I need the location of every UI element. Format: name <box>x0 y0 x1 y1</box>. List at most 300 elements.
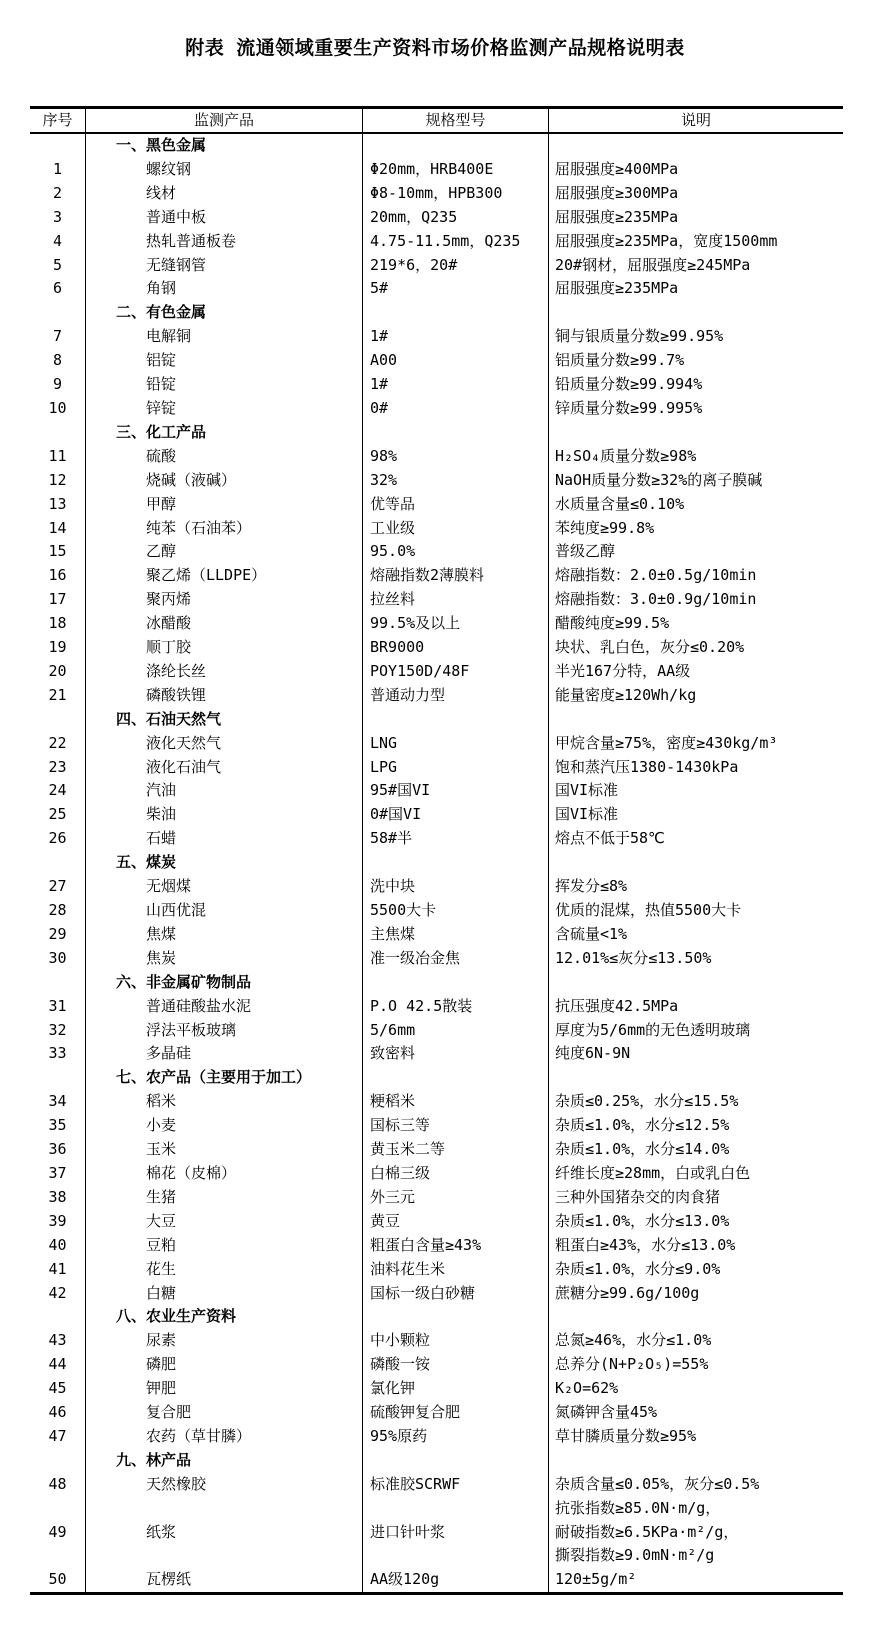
category-row <box>30 708 843 732</box>
description <box>548 851 843 875</box>
description-line: 草甘膦质量分数≥95% <box>555 1426 697 1445</box>
description <box>548 779 843 803</box>
spec-value: 219*6，20# <box>362 254 548 278</box>
description <box>548 1425 843 1449</box>
description <box>548 1305 843 1329</box>
spec-value: 中小颗粒 <box>362 1329 548 1353</box>
product-row <box>30 1353 843 1377</box>
table-body <box>30 134 843 1592</box>
description-line: 能量密度≥120Wh/kg <box>555 685 697 704</box>
category-row <box>30 134 843 158</box>
row-number: 23 <box>48 757 67 776</box>
spec-value: 磷酸一铵 <box>362 1353 548 1377</box>
description-line: 总养分(N+P₂O₅)=55% <box>555 1355 709 1374</box>
category-row <box>30 971 843 995</box>
row-number: 22 <box>48 733 67 752</box>
description <box>548 182 843 206</box>
spec-value: 国标一级白砂糖 <box>362 1282 548 1306</box>
product-name: 稻米 <box>85 1090 362 1114</box>
spec-value: 黄豆 <box>362 1210 548 1234</box>
spec-value: 粗蛋白含量≥43% <box>362 1234 548 1258</box>
spec-value: 1# <box>362 325 548 349</box>
description-line: 抗张指数≥85.0N·m/g， <box>555 1498 721 1517</box>
description-line: 杂质≤1.0%，水分≤14.0% <box>555 1140 730 1159</box>
description <box>548 1521 843 1569</box>
description <box>548 1282 843 1306</box>
spec-value <box>362 134 548 158</box>
product-name: 液化石油气 <box>85 756 362 780</box>
description-line: 半光167分特，AA级 <box>555 661 691 680</box>
spec-value: 工业级 <box>362 517 548 541</box>
description <box>548 1377 843 1401</box>
description <box>548 732 843 756</box>
product-name: 浮法平板玻璃 <box>85 1019 362 1043</box>
spec-value: 油料花生米 <box>362 1258 548 1282</box>
row-number: 21 <box>48 685 67 704</box>
product-row <box>30 254 843 278</box>
description <box>548 923 843 947</box>
spec-value: 主焦煤 <box>362 923 548 947</box>
spec-value: 1# <box>362 373 548 397</box>
description <box>548 421 843 445</box>
product-name: 磷酸铁锂 <box>85 684 362 708</box>
spec-value: Φ8-10mm，HPB300 <box>362 182 548 206</box>
description <box>548 469 843 493</box>
product-row <box>30 445 843 469</box>
product-row <box>30 827 843 851</box>
product-name: 花生 <box>85 1258 362 1282</box>
description-line: 蔗糖分≥99.6g/100g <box>555 1283 700 1302</box>
description-line: 三种外国猪杂交的肉食猪 <box>555 1187 721 1206</box>
row-number: 1 <box>52 159 63 178</box>
product-row <box>30 1425 843 1449</box>
description-line: 屈服强度≥400MPa <box>555 159 679 178</box>
description <box>548 301 843 325</box>
spec-value: Φ20mm，HRB400E <box>362 158 548 182</box>
row-number: 49 <box>48 1522 67 1541</box>
product-row <box>30 517 843 541</box>
product-row <box>30 947 843 971</box>
row-number: 45 <box>48 1379 67 1398</box>
product-name: 角钢 <box>85 277 362 301</box>
product-name: 大豆 <box>85 1210 362 1234</box>
header-desc: 说明 <box>548 109 843 132</box>
description-line: H₂SO₄质量分数≥98% <box>555 446 697 465</box>
product-name: 顺丁胶 <box>85 636 362 660</box>
spec-value: 致密料 <box>362 1042 548 1066</box>
description-line: 屈服强度≥235MPa <box>555 207 679 226</box>
product-name: 普通硅酸盐水泥 <box>85 995 362 1019</box>
description-line: 杂质≤0.25%，水分≤15.5% <box>555 1092 739 1111</box>
spec-value: 5/6mm <box>362 1019 548 1043</box>
description <box>548 1401 843 1425</box>
row-number: 50 <box>48 1570 67 1589</box>
row-number: 28 <box>48 901 67 919</box>
header-product: 监测产品 <box>85 109 362 132</box>
product-row <box>30 277 843 301</box>
category-label: 九、林产品 <box>85 1449 362 1473</box>
product-name: 豆粕 <box>85 1234 362 1258</box>
product-name: 柴油 <box>85 803 362 827</box>
product-name: 乙醇 <box>85 540 362 564</box>
spec-value: POY150D/48F <box>362 660 548 684</box>
product-row <box>30 1258 843 1282</box>
row-number: 11 <box>48 446 67 465</box>
description <box>548 134 843 158</box>
description <box>548 397 843 421</box>
product-name: 电解铜 <box>85 325 362 349</box>
header-spec: 规格型号 <box>362 109 548 132</box>
product-name: 玉米 <box>85 1138 362 1162</box>
row-number: 16 <box>48 566 67 585</box>
spec-value <box>362 1305 548 1329</box>
description-line: 屈服强度≥235MPa <box>555 279 679 298</box>
product-row <box>30 325 843 349</box>
description <box>548 827 843 851</box>
description <box>548 995 843 1019</box>
product-name: 螺纹钢 <box>85 158 362 182</box>
row-number: 31 <box>48 996 67 1015</box>
product-row <box>30 1162 843 1186</box>
product-name: 汽油 <box>85 779 362 803</box>
row-number: 24 <box>48 781 67 800</box>
row-number: 47 <box>48 1426 67 1445</box>
product-row <box>30 1090 843 1114</box>
product-name: 纸浆 <box>85 1521 362 1569</box>
spec-value: 标准胶SCRWF <box>362 1473 548 1521</box>
description <box>548 1162 843 1186</box>
description <box>548 588 843 612</box>
description-line: 杂质含量≤0.05%，灰分≤0.5% <box>555 1474 760 1493</box>
product-row <box>30 182 843 206</box>
row-number: 18 <box>48 614 67 633</box>
row-number: 42 <box>48 1283 67 1302</box>
spec-value: A00 <box>362 349 548 373</box>
category-row <box>30 301 843 325</box>
product-row <box>30 1210 843 1234</box>
description <box>548 684 843 708</box>
product-row <box>30 756 843 780</box>
product-name: 尿素 <box>85 1329 362 1353</box>
description <box>548 445 843 469</box>
description <box>548 899 843 923</box>
row-number: 2 <box>52 183 63 202</box>
row-number: 41 <box>48 1259 67 1278</box>
product-row <box>30 684 843 708</box>
description-line: 耐破指数≥6.5KPa·m²/g， <box>555 1522 739 1541</box>
row-number: 8 <box>52 351 63 370</box>
product-name: 硫酸 <box>85 445 362 469</box>
description <box>548 517 843 541</box>
description-line: 厚度为5/6mm的无色透明玻璃 <box>555 1020 751 1039</box>
category-row <box>30 851 843 875</box>
row-number: 5 <box>52 255 63 274</box>
spec-value: 准一级冶金焦 <box>362 947 548 971</box>
description <box>548 540 843 564</box>
product-row <box>30 899 843 923</box>
description-line: 水质量含量≤0.10% <box>555 494 685 513</box>
category-label: 六、非金属矿物制品 <box>85 971 362 995</box>
row-number: 9 <box>52 375 63 394</box>
description-line: 杂质≤1.0%，水分≤13.0% <box>555 1211 730 1230</box>
description <box>548 158 843 182</box>
description <box>548 564 843 588</box>
product-name: 铝锭 <box>85 349 362 373</box>
description <box>548 254 843 278</box>
product-name: 烧碱（液碱） <box>85 469 362 493</box>
product-row <box>30 1473 843 1521</box>
description-line: 普级乙醇 <box>555 542 616 561</box>
description-line: 块状、乳白色，灰分≤0.20% <box>555 638 745 657</box>
product-name: 液化天然气 <box>85 732 362 756</box>
header-seq-no: 序号 <box>42 111 73 129</box>
spec-value: 5# <box>362 277 548 301</box>
category-label: 四、石油天然气 <box>85 708 362 732</box>
category-label: 一、黑色金属 <box>85 134 362 158</box>
row-number: 12 <box>48 470 67 489</box>
row-number: 36 <box>48 1140 67 1159</box>
table-header-row <box>30 109 843 134</box>
product-row <box>30 1019 843 1043</box>
description <box>548 1473 843 1521</box>
category-label: 三、化工产品 <box>85 421 362 445</box>
row-number: 25 <box>48 805 67 824</box>
description <box>548 325 843 349</box>
row-number: 44 <box>48 1355 67 1374</box>
spec-value: 95.0% <box>362 540 548 564</box>
spec-value <box>362 1449 548 1473</box>
spec-value: P.O 42.5散装 <box>362 995 548 1019</box>
product-name: 山西优混 <box>85 899 362 923</box>
spec-value <box>362 851 548 875</box>
product-name: 白糖 <box>85 1282 362 1306</box>
description-line: 熔点不低于58℃ <box>555 829 665 848</box>
description-line: K₂O=62% <box>555 1379 619 1398</box>
spec-value: 黄玉米二等 <box>362 1138 548 1162</box>
description <box>548 277 843 301</box>
category-row <box>30 1066 843 1090</box>
category-label: 七、农产品（主要用于加工） <box>85 1066 362 1090</box>
description <box>548 1258 843 1282</box>
description-line: 苯纯度≥99.8% <box>555 518 655 537</box>
description-line: 挥发分≤8% <box>555 877 628 896</box>
product-name: 涤纶长丝 <box>85 660 362 684</box>
product-row <box>30 875 843 899</box>
product-name: 磷肥 <box>85 1353 362 1377</box>
row-number <box>30 301 85 325</box>
description-line: 熔融指数：3.0±0.9g/10min <box>555 590 757 609</box>
product-name: 生猪 <box>85 1186 362 1210</box>
description <box>548 1138 843 1162</box>
row-number: 30 <box>48 948 67 967</box>
row-number <box>30 1305 85 1329</box>
row-number <box>30 971 85 995</box>
description <box>548 947 843 971</box>
spec-value: 58#半 <box>362 827 548 851</box>
row-number: 27 <box>48 877 67 896</box>
product-row <box>30 158 843 182</box>
product-name: 钾肥 <box>85 1377 362 1401</box>
row-number: 32 <box>48 1020 67 1039</box>
product-row <box>30 1401 843 1425</box>
description-line: 铅质量分数≥99.994% <box>555 375 703 394</box>
row-number: 4 <box>52 231 63 250</box>
product-row <box>30 588 843 612</box>
description <box>548 756 843 780</box>
row-number: 39 <box>48 1211 67 1230</box>
row-number <box>30 134 85 158</box>
product-name: 锌锭 <box>85 397 362 421</box>
category-row <box>30 421 843 445</box>
product-row <box>30 373 843 397</box>
row-number: 37 <box>48 1163 67 1182</box>
description-line: 熔融指数：2.0±0.5g/10min <box>555 566 757 585</box>
product-row <box>30 803 843 827</box>
spec-value: 0#国VI <box>362 803 548 827</box>
description <box>548 1042 843 1066</box>
product-row <box>30 1234 843 1258</box>
product-row <box>30 1114 843 1138</box>
description-line: 国VI标准 <box>555 805 619 824</box>
row-number: 3 <box>52 207 63 226</box>
spec-value <box>362 1066 548 1090</box>
product-name: 无烟煤 <box>85 875 362 899</box>
product-row <box>30 469 843 493</box>
row-number: 38 <box>48 1187 67 1206</box>
description-line: 屈服强度≥235MPa，宽度1500mm <box>555 231 778 250</box>
description-line: 饱和蒸汽压1380-1430kPa <box>555 757 739 776</box>
description <box>548 1568 843 1592</box>
description <box>548 1353 843 1377</box>
product-name: 棉花（皮棉） <box>85 1162 362 1186</box>
product-row <box>30 1282 843 1306</box>
product-name: 多晶硅 <box>85 1042 362 1066</box>
description-line: 含硫量<1% <box>555 924 628 943</box>
description-line: 20#钢材，屈服强度≥245MPa <box>555 255 751 274</box>
description-line: 撕裂指数≥9.0mN·m²/g <box>555 1546 715 1565</box>
product-name: 铅锭 <box>85 373 362 397</box>
description-line: 纤维长度≥28mm，白或乳白色 <box>555 1163 751 1182</box>
description <box>548 493 843 517</box>
description-line: 12.01%≤灰分≤13.50% <box>555 948 712 967</box>
product-name: 冰醋酸 <box>85 612 362 636</box>
description <box>548 708 843 732</box>
row-number: 40 <box>48 1235 67 1254</box>
row-number: 43 <box>48 1331 67 1350</box>
spec-value <box>362 971 548 995</box>
product-row <box>30 995 843 1019</box>
description-line: 国VI标准 <box>555 781 619 800</box>
product-name: 农药（草甘膦） <box>85 1425 362 1449</box>
description-line: 醋酸纯度≥99.5% <box>555 614 670 633</box>
description <box>548 1066 843 1090</box>
description-line: 120±5g/m² <box>555 1570 637 1589</box>
description-line: 粗蛋白≥43%，水分≤13.0% <box>555 1235 736 1254</box>
spec-value: LNG <box>362 732 548 756</box>
description <box>548 1449 843 1473</box>
spec-value: 95#国VI <box>362 779 548 803</box>
spec-value: BR9000 <box>362 636 548 660</box>
product-row <box>30 1186 843 1210</box>
spec-value: 白棉三级 <box>362 1162 548 1186</box>
spec-value: 98% <box>362 445 548 469</box>
product-name: 聚丙烯 <box>85 588 362 612</box>
row-number <box>30 1066 85 1090</box>
product-row <box>30 660 843 684</box>
description <box>548 1210 843 1234</box>
description-line: 杂质≤1.0%，水分≤9.0% <box>555 1259 721 1278</box>
spec-value: 32% <box>362 469 548 493</box>
product-row <box>30 206 843 230</box>
spec-value: 国标三等 <box>362 1114 548 1138</box>
product-row <box>30 732 843 756</box>
row-number: 13 <box>48 494 67 513</box>
product-row <box>30 1329 843 1353</box>
product-name: 纯苯（石油苯） <box>85 517 362 541</box>
spec-value: AA级120g <box>362 1568 548 1592</box>
spec-value: 普通动力型 <box>362 684 548 708</box>
description <box>548 660 843 684</box>
row-number: 15 <box>48 542 67 561</box>
spec-value: 硫酸钾复合肥 <box>362 1401 548 1425</box>
product-name: 焦炭 <box>85 947 362 971</box>
product-row <box>30 1521 843 1569</box>
product-name: 瓦楞纸 <box>85 1568 362 1592</box>
spec-value <box>362 708 548 732</box>
row-number: 35 <box>48 1116 67 1135</box>
product-row <box>30 230 843 254</box>
description <box>548 373 843 397</box>
row-number: 7 <box>52 327 63 346</box>
description <box>548 971 843 995</box>
product-row <box>30 636 843 660</box>
description-line: 屈服强度≥300MPa <box>555 183 679 202</box>
description <box>548 1090 843 1114</box>
page-title: 附表 流通领域重要生产资料市场价格监测产品规格说明表 <box>185 37 685 59</box>
row-number: 10 <box>48 398 67 417</box>
category-label: 二、有色金属 <box>85 301 362 325</box>
product-name: 石蜡 <box>85 827 362 851</box>
product-name: 焦煤 <box>85 923 362 947</box>
row-number <box>30 708 85 732</box>
row-number: 48 <box>48 1474 67 1493</box>
product-row <box>30 540 843 564</box>
product-name: 聚乙烯（LLDPE） <box>85 564 362 588</box>
product-row <box>30 564 843 588</box>
row-number: 26 <box>48 829 67 848</box>
description <box>548 1186 843 1210</box>
category-row <box>30 1305 843 1329</box>
row-number: 6 <box>52 279 63 298</box>
description-line: 总氮≥46%，水分≤1.0% <box>555 1331 712 1350</box>
spec-value: LPG <box>362 756 548 780</box>
description-line: 优质的混煤，热值5500大卡 <box>555 901 742 919</box>
spec-table <box>30 106 843 1595</box>
product-row <box>30 1568 843 1592</box>
row-number: 46 <box>48 1403 67 1422</box>
product-row <box>30 612 843 636</box>
row-number <box>30 851 85 875</box>
spec-value: 进口针叶浆 <box>362 1521 548 1569</box>
product-row <box>30 1377 843 1401</box>
product-row <box>30 1042 843 1066</box>
row-number <box>30 421 85 445</box>
description-line: 纯度6N-9N <box>555 1044 631 1063</box>
spec-value <box>362 421 548 445</box>
spec-value: 0# <box>362 397 548 421</box>
description <box>548 349 843 373</box>
description <box>548 206 843 230</box>
